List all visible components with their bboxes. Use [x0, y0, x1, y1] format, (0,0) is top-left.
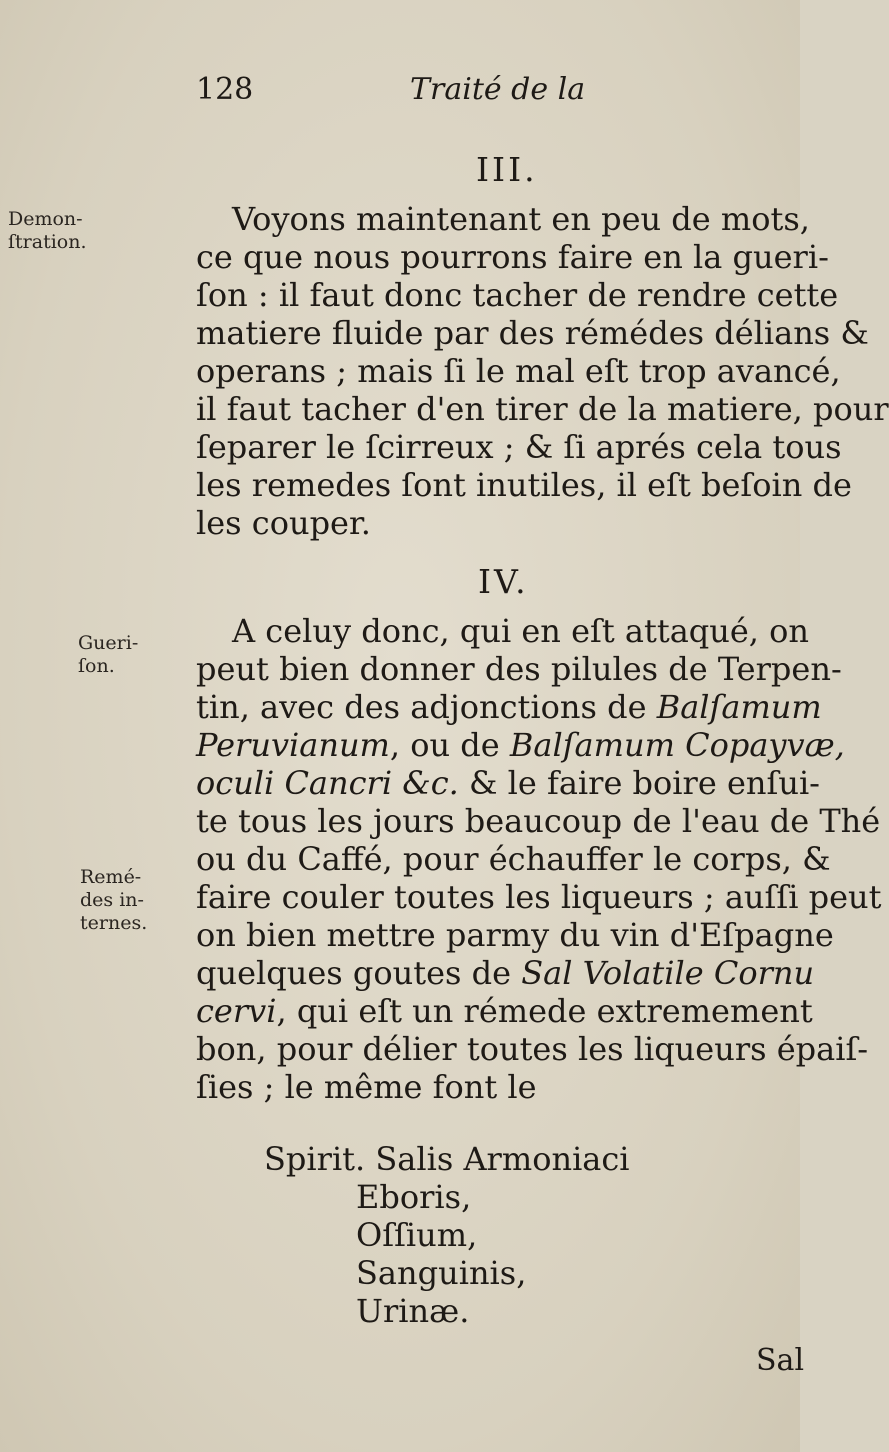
text-line: A celuy donc, qui en eſt attaqué, on [232, 612, 810, 650]
remedy-item: Sanguinis, [356, 1254, 527, 1292]
latin-term: Sal Volatile Cornu [521, 954, 815, 992]
text-line: ſies ; le même font le [196, 1068, 537, 1106]
text-line: peut bien donner des pilules de Terpen- [196, 650, 842, 688]
text-span: & le faire boire enſui- [458, 764, 820, 802]
margin-note-line: Remé- [80, 866, 142, 888]
remedy-item: Urinæ. [356, 1292, 470, 1330]
text-line: ſeparer le ſcirreux ; & ſi aprés cela tous [196, 428, 842, 466]
text-span: , ou de [389, 726, 510, 764]
margin-note-remedes-internes [80, 866, 147, 935]
page-header [0, 72, 800, 122]
latin-term: oculi Cancri &c. [196, 764, 459, 802]
text-line: les couper. [196, 504, 371, 542]
text-line: faire couler toutes les liqueurs ; auſſi peut [196, 878, 882, 916]
text-span: quelques goutes de [196, 954, 522, 992]
margin-note-line: Gueri- [78, 632, 139, 654]
text-line: operans ; mais ſi le mal eſt trop avancé, [196, 352, 841, 390]
latin-term: Balſamum [656, 688, 822, 726]
margin-note-line: ſtration. [8, 231, 87, 253]
text-line [196, 992, 882, 1030]
margin-note-line: Demon- [8, 208, 83, 230]
margin-note-line: ternes. [80, 912, 148, 934]
remedy-item: Oſſium, [356, 1216, 478, 1254]
running-title: Traité de la [410, 72, 586, 107]
margin-note-line: ſon. [78, 655, 115, 677]
text-span: tin, avec des adjonctions de [196, 688, 657, 726]
text-line: ou du Caffé, pour échauffer le corps, & [196, 840, 831, 878]
text-line: il faut tacher d'en tirer de la matiere, pour [196, 390, 889, 428]
text-line: ce que nous pourrons faire en la gueri- [196, 238, 829, 276]
remedy-item: Eboris, [356, 1178, 472, 1216]
text-line: bon, pour délier toutes les liqueurs épaiſ- [196, 1030, 869, 1068]
text-line [196, 954, 882, 992]
text-line [196, 726, 882, 764]
text-span: , qui eſt un rémede extremement [276, 992, 813, 1030]
section-number-iv: IV. [478, 562, 529, 601]
text-line: Voyons maintenant en peu de mots, [232, 200, 810, 238]
remedy-list [264, 1140, 630, 1330]
margin-note-demonstration [8, 208, 87, 254]
paragraph-iii [196, 200, 889, 542]
remedy-item: Spirit. Salis Armoniaci [264, 1140, 630, 1178]
text-line [196, 764, 882, 802]
paragraph-iv [196, 612, 882, 1106]
latin-term: Balſamum Copayvæ, [509, 726, 845, 764]
page-number: 128 [196, 72, 254, 107]
section-number-iii: III. [476, 150, 538, 189]
latin-term: Peruvianum [196, 726, 390, 764]
text-line: les remedes ſont inutiles, il eſt beſoin de [196, 466, 852, 504]
text-line [196, 688, 882, 726]
margin-note-guerison [78, 632, 138, 678]
text-line: ſon : il faut donc tacher de rendre cette [196, 276, 839, 314]
margin-note-line: des in- [80, 889, 144, 911]
text-line: te tous les jours beaucoup de l'eau de Thé [196, 802, 881, 840]
latin-term: cervi [196, 992, 277, 1030]
text-line: matiere fluide par des rémédes délians & [196, 314, 869, 352]
text-line: on bien mettre parmy du vin d'Eſpagne [196, 916, 834, 954]
catchword: Sal [756, 1343, 805, 1378]
